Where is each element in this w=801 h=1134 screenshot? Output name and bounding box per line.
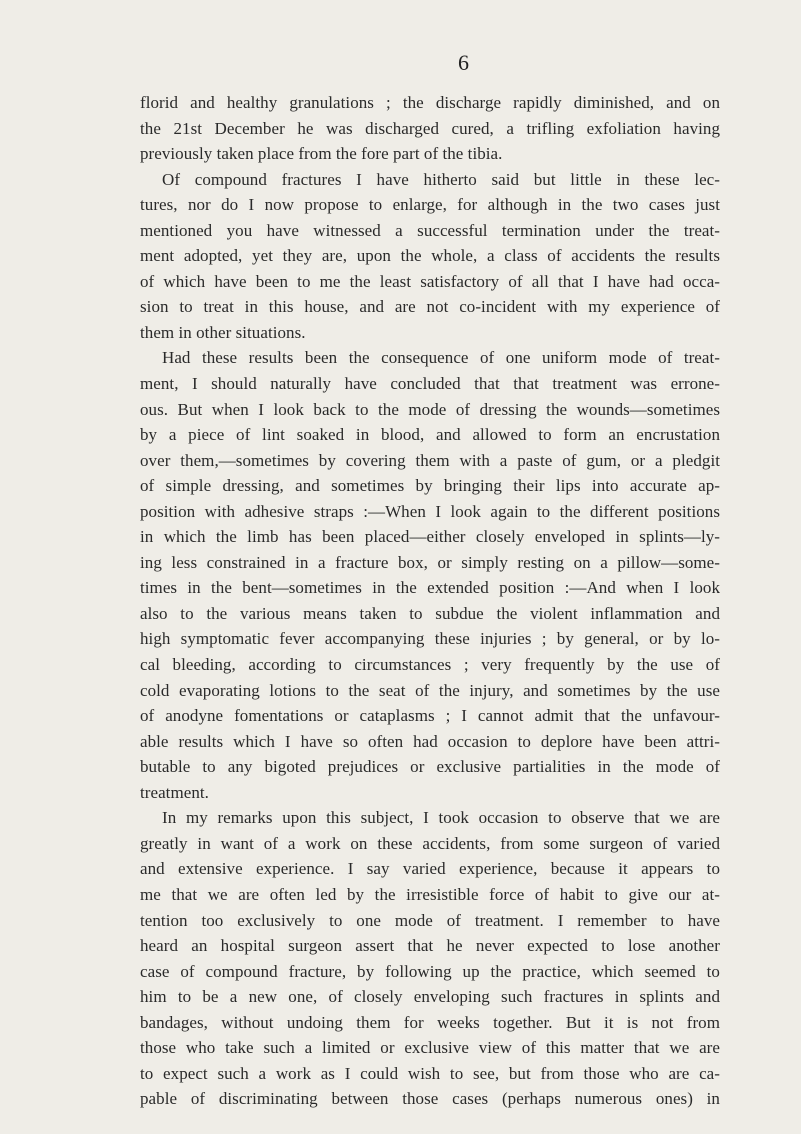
text-line: florid and healthy granulations ; the discharge rapidly diminished, and on <box>140 93 720 112</box>
text-line: greatly in want of a work on these accidents, from some surgeon of varied <box>140 833 720 853</box>
text-line: of simple dressing, and sometimes by bringing their lips into accurate ap- <box>140 476 720 496</box>
text-line: to expect such a work as I could wish to see, but from those who are ca- <box>140 1063 720 1083</box>
text-line: cal bleeding, according to circumstances ; very frequently by the use of <box>140 655 720 675</box>
text-line: sion to treat in this house, and are not co-incident with my experience of <box>140 297 720 317</box>
text-line: cold evaporating lotions to the seat of the injury, and sometimes by the use <box>140 680 720 700</box>
text-line: tention too exclusively to one mode of treatment. I remember to have <box>140 910 720 930</box>
text-line: also to the various means taken to subdue the violent inflammation and <box>140 603 720 623</box>
text-line: previously taken place from the fore part of the tibia. <box>140 144 503 164</box>
text-line: times in the bent—sometimes in the extended position :—And when I look <box>140 578 720 598</box>
text-line: mentioned you have witnessed a successful termination under the treat- <box>140 220 720 240</box>
text-line: Of compound fractures I have hitherto said but little in these lec- <box>162 169 720 189</box>
text-line: high symptomatic fever accompanying these injuries ; by general, or by lo- <box>140 629 720 649</box>
text-line: them in other situations. <box>140 322 306 342</box>
text-line: tures, nor do I now propose to enlarge, for although in the two cases just <box>140 195 720 215</box>
page-number: 6 <box>458 50 469 75</box>
text-line: the 21st December he was discharged cured, a trifling exfoliation having <box>140 118 720 138</box>
text-line: treatment. <box>140 782 209 802</box>
text-line: of which have been to me the least satisfactory of all that I have had occa- <box>140 271 720 291</box>
text-line: ous. But when I look back to the mode of dressing the wounds—sometimes <box>140 399 720 419</box>
text-line: by a piece of lint soaked in blood, and allowed to form an encrustation <box>140 425 720 445</box>
text-line: of anodyne fomentations or cataplasms ; I cannot admit that the unfavour- <box>140 706 720 726</box>
text-line: ment, I should naturally have concluded that that treatment was errone- <box>140 374 720 394</box>
text-line: those who take such a limited or exclusive view of this matter that we are <box>140 1038 720 1058</box>
text-line: butable to any bigoted prejudices or exclusive partialities in the mode of <box>140 757 720 777</box>
text-line: ment adopted, yet they are, upon the whole, a class of accidents the results <box>140 246 720 266</box>
text-line: In my remarks upon this subject, I took occasion to observe that we are <box>162 808 720 828</box>
text-line: over them,—sometimes by covering them with a paste of gum, or a pledgit <box>140 450 720 470</box>
text-line: case of compound fracture, by following up the practice, which seemed to <box>140 961 720 981</box>
text-line: in which the limb has been placed—either closely enveloped in splints—ly- <box>140 527 720 547</box>
text-line: able results which I have so often had occasion to deplore have been attri- <box>140 731 720 751</box>
text-line: him to be a new one, of closely enveloping such fractures in splints and <box>140 987 720 1007</box>
text-line: ing less constrained in a fracture box, or simply resting on a pillow—some- <box>140 552 720 572</box>
body-text <box>140 90 720 1112</box>
text-line: pable of discriminating between those cases (perhaps numerous ones) in <box>140 1089 720 1109</box>
text-line: me that we are often led by the irresistible force of habit to give our at- <box>140 884 720 904</box>
text-line: heard an hospital surgeon assert that he never expected to lose another <box>140 936 720 956</box>
text-line: position with adhesive straps :—When I look again to the different positions <box>140 501 720 521</box>
text-line: and extensive experience. I say varied experience, because it appears to <box>140 859 720 879</box>
text-line: bandages, without undoing them for weeks together. But it is not from <box>140 1012 720 1032</box>
text-line: Had these results been the consequence of one uniform mode of treat- <box>162 348 720 368</box>
